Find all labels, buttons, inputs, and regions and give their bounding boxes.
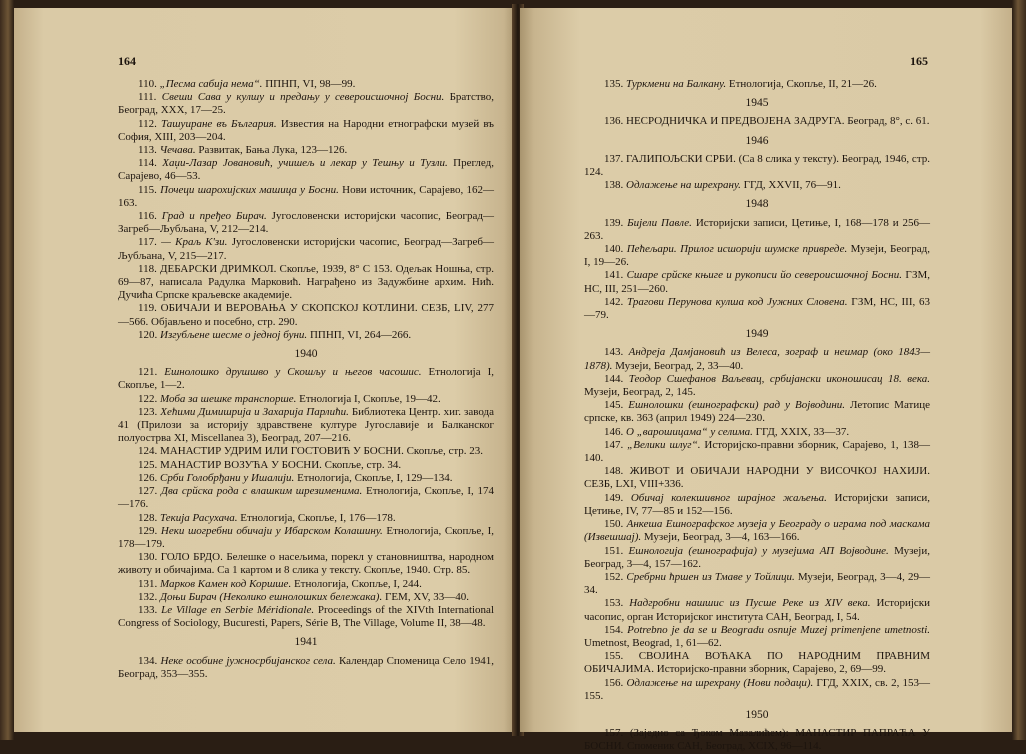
entry-details: ГОЛО БРДО. Белешке о насељима, порекл у становништва, народном животу и обичајима. Са 1 картом и 8 слика у тексту. Скопље, 1940. Стр. 85.	[118, 551, 495, 577]
entry-number: 143.	[604, 346, 624, 359]
entry-number: 115.	[138, 183, 157, 196]
bibliography-entry	[118, 366, 494, 392]
entry-number: 144.	[604, 372, 624, 385]
entry-details: ГГД, XXIX, 33—37.	[752, 425, 850, 438]
bibliography-entry	[584, 373, 930, 399]
entry-number: 132.	[138, 590, 158, 603]
entry-details: ГГД, XXVII, 76—91.	[740, 179, 841, 192]
entry-number: 113.	[138, 144, 157, 157]
entry-details: ОБИЧАЈИ И ВЕРОВАЊА У СКОПСКОЈ КОТЛИНИ. СЕЗБ, LIV, 277—566. Објављено и посебно, стр. 290.	[118, 302, 494, 328]
entry-details: Библиотека Центр. хиг. завода 41 (Прилози за историју здравствене културе Југославије и Балканског полуострва XI, Miscellanea 3), Београд, 207—216.	[118, 405, 495, 445]
entry-title: Моба за шешке транспорше.	[160, 392, 297, 405]
entry-title: Свеши Сава у кулшу и предању у североисшочној Босни.	[161, 91, 445, 104]
entry-title: Хећими Димишрија и Захарија Парлићи.	[160, 405, 349, 418]
entry-number: 154.	[604, 623, 624, 636]
entry-details: Етнологија I, Скопље, 19—42.	[296, 392, 441, 405]
entry-number: 117.	[138, 236, 157, 249]
bibliography-entry	[118, 406, 494, 446]
year-heading: 1948	[745, 198, 769, 211]
entry-details: Развитак, Бања Лука, 123—126.	[195, 144, 348, 157]
bibliography-entry	[118, 157, 494, 183]
entry-number: 126.	[138, 471, 158, 484]
entry-details: Proceedings of the XIVth International Congress of Sociology, Bucuresti, Papers, Série B, The Village, Volume II, 38—48.	[118, 603, 494, 630]
bibliography-entry	[118, 329, 494, 342]
bibliography-entry	[584, 115, 930, 128]
entry-details: Календар Споменица Село 1941, Београд, 353—355.	[118, 654, 495, 680]
entry-title: Ешнологија (ешнографија) у музејима АП Војводине.	[628, 544, 889, 557]
entry-title: Неке особине јужносрбијанског села.	[160, 654, 336, 667]
entry-title: Андреја Дамјановић из Велеса, зограф и неимар (око 1843—1878).	[584, 346, 930, 372]
year-heading: 1949	[745, 328, 769, 341]
year-heading: 1945	[745, 97, 769, 110]
entry-number: 134.	[138, 654, 158, 667]
entry-title: Одлажење на шрехрану (Нови подаци).	[626, 676, 814, 689]
bibliography-entry	[584, 153, 930, 179]
entry-number: 151.	[604, 544, 624, 557]
entry-number: 155.	[604, 650, 624, 663]
entry-title: „Велики шлуг“.	[627, 438, 701, 451]
entry-number: 112.	[138, 117, 157, 130]
entry-details: Музеји, Београд, I, 19—26.	[584, 243, 930, 269]
right-page	[520, 8, 1012, 753]
bibliography-entry	[584, 677, 930, 703]
bibliography-entry	[118, 525, 494, 551]
bibliography-entry	[584, 545, 930, 571]
entry-title: Ташуиране въ България.	[161, 117, 277, 130]
bibliography-entry	[584, 624, 930, 650]
entry-title: Два срйска рода с влашким шрезименима.	[160, 485, 363, 498]
bibliography-entry	[584, 269, 930, 295]
entry-details: ГЗМ, НС, III, 63—79.	[584, 295, 930, 322]
entry-details: Етнологија, Скопље, I, 244.	[291, 577, 422, 590]
entry-title: Ешнолошко друшшво у Скошљу и његов часошис.	[164, 366, 422, 379]
entry-details: Летопис Матице српске, кв. 363 (април 1949) 224—230.	[584, 399, 930, 425]
bibliography-entry	[118, 210, 494, 236]
year-heading: 1950	[745, 708, 769, 721]
entry-number: 135.	[604, 78, 624, 90]
bibliography-entry	[584, 179, 930, 192]
bibliography-entry	[118, 512, 494, 525]
year-heading: 1940	[294, 348, 318, 361]
bibliography-entry	[584, 650, 930, 676]
entry-title: Изгубљене шесме о једној буни.	[160, 328, 308, 341]
entry-title: Бијели Павле.	[627, 216, 692, 229]
entry-details: ДЕБАРСКИ ДРИМКОЛ. Скопље, 1939, 8° С 153. Одељак Ношња, стр. 69—87, написала Радулка Марковић. Награђено из Задужбине архим. Нић. Дучића Српске краљевске академије.	[118, 262, 494, 302]
entry-number: 133.	[138, 603, 158, 616]
entry-details: Историјски записи, Цетиње, IV, 77—85 и 152—156.	[584, 491, 931, 517]
entry-details: ГЗМ, НС, III, 251—260.	[584, 269, 930, 295]
entry-number: 122.	[138, 392, 158, 405]
year-heading: 1941	[294, 636, 318, 649]
entry-details: Музеји, Београд, 3—4, 157—162.	[584, 544, 930, 570]
entry-title: Одлажење на шрехрану.	[626, 179, 741, 192]
entry-details: Музеји, Београд, 3—4, 163—166.	[641, 531, 800, 544]
bibliography-entry	[118, 551, 494, 577]
entry-title: Анкеша Ешнографског музеја у Београду о играма под маскама (Извешшај).	[584, 518, 930, 544]
entry-number: 148.	[604, 465, 624, 478]
entry-details: Историјски записи, Цетиње, I, 168—178 и 256—263.	[584, 216, 931, 242]
bibliography-entry	[584, 439, 930, 465]
entry-title: Le Village en Serbie Méridionale.	[161, 603, 315, 616]
entry-number: 123.	[138, 405, 158, 418]
entry-number: 125.	[138, 458, 158, 471]
entry-details: ЖИВОТ И ОБИЧАЈИ НАРОДНИ У ВИСОЧКОЈ НАХИЈИ. СЕЗБ, LXI, VIII+336.	[584, 465, 930, 491]
entry-number: 140.	[604, 243, 624, 256]
entry-details: Етнологија, Скопље, I, 176—178.	[237, 511, 396, 524]
entry-title: Надгробни нашшис из Пусше Реке из XIV века.	[629, 597, 871, 610]
entry-title: Обичај колекшивног шрајног жаљења.	[630, 491, 827, 504]
entry-number: 114.	[138, 157, 157, 170]
entry-title: Пећељари. Прилог исшорији шумске привреде.	[626, 243, 848, 256]
entry-details: ГГД, XXIX, св. 2, 153—155.	[584, 676, 931, 702]
entry-details: ГАЛИПОЉСКИ СРБИ. (Са 8 слика у тексту). Београд, 1946, стр. 124.	[584, 152, 931, 179]
bibliography-entry	[118, 604, 494, 630]
entry-details: Umetnost, Beograd, 1, 61—62.	[584, 636, 722, 649]
year-heading: 1946	[745, 134, 769, 147]
entry-title: Почеци шарохијских машица у Босни.	[160, 183, 339, 196]
bibliography-entry	[584, 492, 930, 518]
entry-details: ППНП, VI, 98—99.	[262, 78, 356, 90]
page-number-right: 165	[910, 54, 928, 68]
entry-details: (Заједно са Ђоком Мазалићем): МАНАСТИР ПАПРАЋА У БОСНИ. Споменик САН, Београд, XCIX, 96—114.	[584, 727, 930, 753]
entry-number: 120.	[138, 328, 158, 341]
entry-number: 137.	[604, 152, 624, 165]
entry-number: 128.	[138, 511, 158, 524]
entry-number: 129.	[138, 524, 158, 537]
entry-number: 141.	[604, 269, 624, 282]
bibliography-entry	[118, 472, 494, 485]
entry-number: 157.	[604, 727, 624, 740]
entry-title: Град и пређео Бирач.	[161, 210, 267, 223]
entry-details: Етнологија, Скопље, II, 21—26.	[726, 78, 877, 90]
left-page	[14, 8, 516, 732]
bibliography-entry	[584, 465, 930, 491]
bibliography-entry	[584, 399, 930, 425]
entry-number: 119.	[138, 302, 157, 315]
entry-number: 156.	[604, 676, 624, 689]
entry-number: 145.	[604, 399, 624, 412]
bibliography-entry	[118, 445, 494, 458]
bibliography-entry	[118, 459, 494, 472]
bibliography-entry	[118, 485, 494, 511]
left-page-content	[118, 78, 494, 681]
entry-number: 110.	[138, 78, 157, 90]
entry-title: Неки шогребни обичаји у Ибарском Колашину.	[160, 524, 383, 537]
entry-details: МАНАСТИР УДРИМ ИЛИ ГОСТОВИЋ У БОСНИ. Скопље, стр. 23.	[160, 445, 484, 458]
bibliography-entry	[118, 578, 494, 591]
bibliography-entry	[118, 91, 494, 117]
entry-details: Етнологија, Скопље, I, 174—176.	[118, 485, 495, 511]
bibliography-entry	[584, 426, 930, 439]
entry-number: 150.	[604, 518, 624, 531]
entry-details: Етнологија I, Скопље, 1—2.	[118, 366, 494, 392]
entry-title: Potrebno je da se u Beogradu osnuje Muzej primenjene umetnosti.	[627, 623, 931, 636]
bibliography-entry	[118, 263, 494, 303]
bibliography-entry	[118, 184, 494, 210]
entry-details: Нови источник, Сарајево, 162—163.	[118, 183, 494, 209]
bibliography-entry	[118, 393, 494, 406]
entry-title: Хаџи-Лазар Јовановић, учишељ и лекар у Тешњу и Тузли.	[162, 157, 448, 170]
bibliography-entry	[584, 296, 930, 322]
entry-title: Марков Камен код Коршше.	[160, 577, 292, 590]
entry-number: 131.	[138, 577, 158, 590]
entry-title: Доњи Бирач (Неколико ешнолошких бележака).	[160, 590, 383, 603]
entry-number: 111.	[138, 91, 157, 104]
entry-number: 147.	[604, 438, 624, 451]
entry-details: Историјско-правни зборник, Сарајево, 1, 138—140.	[584, 438, 931, 465]
entry-details: Известия на Народни етнографски музей въ София, XIII, 203—204.	[118, 117, 494, 143]
entry-details: Музеји, Београд, 3—4, 29—34.	[584, 570, 931, 597]
entry-number: 152.	[604, 570, 624, 583]
entry-details: Југословенски историјски часопис, Београд—Загреб—Љубљана, V, 215—217.	[118, 236, 494, 262]
entry-title: О „варошицама“ у селима.	[626, 425, 753, 438]
entry-number: 127.	[138, 485, 158, 498]
bibliography-entry	[584, 243, 930, 269]
entry-title: — Краљ К'зи.	[161, 236, 228, 249]
bibliography-entry	[118, 236, 494, 262]
bibliography-entry	[584, 346, 930, 372]
bibliography-entry	[584, 217, 930, 243]
entry-details: ГЕМ, XV, 33—40.	[382, 590, 470, 603]
entry-title: Сшаре срйске књиге и рукописи йо североисшочној Босни.	[626, 269, 902, 282]
entry-number: 138.	[604, 179, 624, 192]
entry-details: Преглед, Сарајево, 46—53.	[118, 157, 495, 183]
bibliography-entry	[584, 597, 930, 623]
bibliography-entry	[118, 118, 494, 144]
bibliography-entry	[584, 727, 930, 753]
entry-details: Музеји, Београд, 2, 145.	[584, 386, 696, 399]
entry-number: 146.	[604, 425, 624, 438]
entry-details: Музеји, Београд, 2, 33—40.	[612, 359, 744, 372]
entry-number: 153.	[604, 597, 624, 610]
entry-details: Братство, Београд, XXX, 17—25.	[118, 91, 495, 117]
entry-title: Ешнолошки (ешнографски) рад у Војводини.	[628, 399, 846, 412]
entry-title: Срби Голобрђани у Ишалији.	[160, 471, 295, 484]
entry-number: 116.	[138, 210, 157, 223]
entry-details: СВОЈИНА ВОЋАКА ПО НАРОДНИМ ПРАВНИМ ОБИЧАЈИМА. Историјско-правни зборник, Сарајево, 2, 69—99.	[584, 650, 930, 676]
entry-number: 121.	[138, 366, 158, 379]
bibliography-entry	[118, 144, 494, 157]
entry-number: 124.	[138, 445, 158, 458]
page-number-left: 164	[118, 54, 136, 68]
entry-title: Трагови Перунова кулша код Јужних Словена.	[627, 295, 848, 308]
entry-details: НЕСРОДНИЧКА И ПРЕДВОЈЕНА ЗАДРУГА. Београд, 8°, с. 61.	[626, 115, 930, 128]
entry-details: ППНП, VI, 264—266.	[307, 328, 412, 341]
entry-title: Сребрни ћршен из Тмаве у Тойлици.	[626, 570, 795, 583]
entry-title: Теодор Сшефанов Ваљевац, србијански иконошисац 18. века.	[628, 372, 930, 385]
bibliography-entry	[118, 78, 494, 91]
entry-number: 149.	[604, 491, 624, 504]
bibliography-entry	[584, 78, 930, 91]
bibliography-entry	[584, 518, 930, 544]
entry-title: Туркмени на Балкану.	[626, 78, 727, 90]
entry-number: 139.	[604, 216, 624, 229]
bibliography-entry	[118, 302, 494, 328]
entry-number: 130.	[138, 551, 158, 564]
bibliography-entry	[118, 655, 494, 681]
entry-title: Чечава.	[159, 144, 196, 157]
entry-details: Етнологија, Скопље, I, 129—134.	[294, 471, 453, 484]
entry-number: 142.	[604, 295, 624, 308]
entry-details: Историјски часопис, орган Историјског института САН, Београд, I, 54.	[584, 597, 931, 623]
entry-number: 118.	[138, 262, 157, 275]
entry-details: Југословенски историјски часопис, Београд—Загреб—Љубљана, V, 212—214.	[118, 210, 494, 236]
entry-details: Етнологија, Скопље, I, 178—179.	[118, 524, 495, 550]
entry-title: Текија Расухача.	[160, 511, 238, 524]
entry-title: „Песма сабија нема“.	[159, 78, 263, 90]
entry-number: 136.	[604, 115, 624, 128]
right-page-content	[584, 78, 930, 754]
bibliography-entry	[584, 571, 930, 597]
bibliography-entry	[118, 591, 494, 604]
entry-details: МАНАСТИР ВОЗУЋА У БОСНИ. Скопље, стр. 34.	[160, 458, 402, 471]
